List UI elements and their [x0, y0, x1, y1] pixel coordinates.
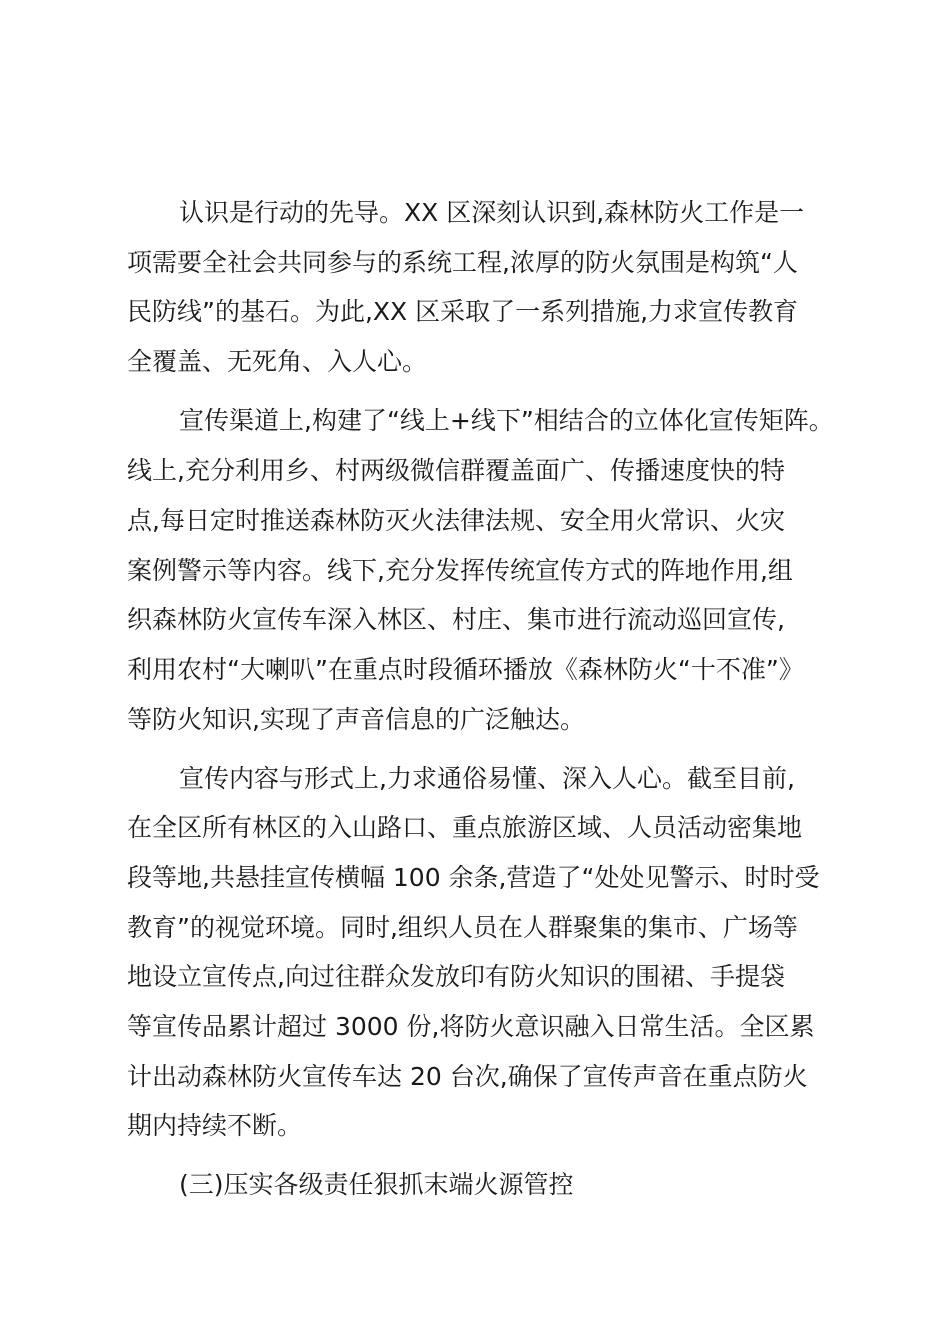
paragraph-3-line-7: 计出动森林防火宣传车达 20 台次,确保了宣传声音在重点防火 — [127, 1062, 808, 1091]
paragraph-3-line-2: 在全区所有林区的入山路口、重点旅游区域、人员活动密集地 — [127, 813, 803, 842]
paragraph-1-line-4: 全覆盖、无死角、入人心。 — [127, 347, 428, 376]
paragraph-3-line-4: 教育”的视觉环境。同时,组织人员在人群聚集的集市、广场等 — [127, 913, 798, 942]
paragraph-2-line-2: 线上,充分利用乡、村两级微信群覆盖面广、传播速度快的特 — [127, 456, 785, 485]
paragraph-2-line-6: 利用农村“大喇叭”在重点时段循环播放《森林防火“十不准”》 — [127, 655, 804, 684]
paragraph-1-line-2: 项需要全社会共同参与的系统工程,浓厚的防火氛围是构筑“人 — [127, 248, 798, 277]
paragraph-2-line-1: 宣传渠道上,构建了“线上+线下”相结合的立体化宣传矩阵。 — [179, 406, 834, 435]
paragraph-3-line-1: 宣传内容与形式上,力求通俗易懂、深入人心。截至目前, — [179, 764, 795, 793]
paragraph-3-line-8: 期内持续不断。 — [127, 1111, 303, 1140]
paragraph-2-line-5: 织森林防火宣传车深入林区、村庄、集市进行流动巡回宣传, — [127, 605, 785, 634]
paragraph-2-line-7: 等防火知识,实现了声音信息的广泛触达。 — [127, 705, 585, 734]
paragraph-1-line-1: 认识是行动的先导。XX 区深刻认识到,森林防火工作是一 — [179, 198, 805, 227]
paragraph-2-line-3: 点,每日定时推送森林防灭火法律法规、安全用火常识、火灾 — [127, 506, 785, 535]
paragraph-3-line-5: 地设立宣传点,向过往群众发放印有防火知识的围裙、手提袋 — [127, 962, 785, 991]
paragraph-3-line-3: 段等地,共悬挂宣传横幅 100 余条,营造了“处处见警示、时时受 — [127, 863, 820, 892]
section-heading: (三)压实各级责任狠抓末端火源管控 — [179, 1170, 574, 1199]
paragraph-2-line-4: 案例警示等内容。线下,充分发挥传统宣传方式的阵地作用,组 — [127, 556, 793, 585]
paragraph-3-line-6: 等宣传品累计超过 3000 份,将防火意识融入日常生活。全区累 — [127, 1012, 815, 1041]
paragraph-1-line-3: 民防线”的基石。为此,XX 区采取了一系列措施,力求宣传教育 — [127, 297, 799, 326]
